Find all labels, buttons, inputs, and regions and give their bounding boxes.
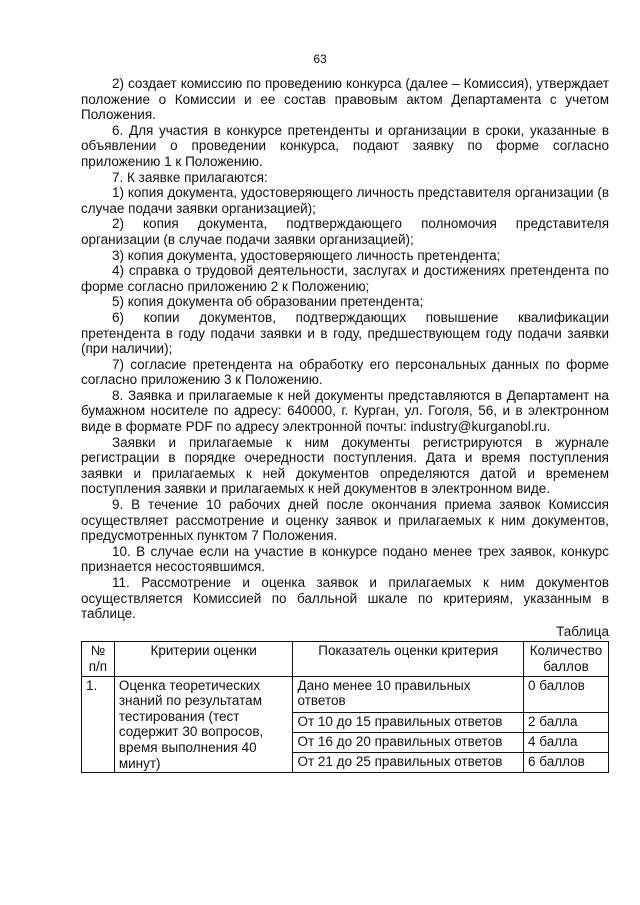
list-item: 6) копии документов, подтверждающих повышение квалификации претендента в году подачи заявки и в году, предшествующем году подачи заявки (при наличии); <box>81 309 609 357</box>
row-indicator: От 16 до 20 правильных ответов <box>293 733 524 753</box>
row-score: 0 баллов <box>524 676 609 713</box>
paragraph: Заявки и прилагаемые к ним документы регистрируются в журнале регистрации в порядке очередности поступления. Дата и время поступления заявки и прилагаемых к ней документов определяются датой и временем поступления заявки и прилагаемых к ней документов в электронном виде. <box>81 434 609 497</box>
page-body <box>81 76 609 773</box>
paragraph: 10. В случае если на участие в конкурсе подано менее трех заявок, конкурс признается несостоявшимся. <box>81 543 609 575</box>
paragraph: 2) создает комиссию по проведению конкурса (далее – Комиссия), утверждает положение о Комиссии и ее состав правовым актом Департамента с учетом Положения. <box>81 76 609 123</box>
row-score: 2 балла <box>524 713 609 733</box>
row-indicator: От 10 до 15 правильных ответов <box>293 713 524 733</box>
row-number: 1. <box>82 676 115 773</box>
paragraph: 11. Рассмотрение и оценка заявок и прилагаемых к ним документов осуществляется Комиссией по балльной шкале по критериям, указанным в таблице. <box>81 575 609 622</box>
header-criterion: Критерии оценки <box>114 642 293 676</box>
row-score: 4 балла <box>524 733 609 753</box>
row-criterion: Оценка теоретических знаний по результатам тестирования (тест содержит 30 вопросов, время выполнения 40 минут) <box>114 676 293 773</box>
header-score: Количество баллов <box>524 642 609 676</box>
list-item: 1) копия документа, удостоверяющего личность представителя организации (в случае подачи заявки организацией); <box>81 185 609 216</box>
row-indicator: Дано менее 10 правильных ответов <box>293 676 524 713</box>
row-indicator: От 21 до 25 правильных ответов <box>293 753 524 773</box>
table-caption: Таблица <box>556 623 609 639</box>
list-item: 3) копия документа, удостоверяющего личность претендента; <box>112 247 501 263</box>
list-item: 2) копия документа, подтверждающего полномочия представителя организации (в случае подачи заявки организацией); <box>81 216 609 247</box>
paragraph: 9. В течение 10 рабочих дней после окончания приема заявок Комиссия осуществляет рассмотрение и оценку заявок и прилагаемых к ним документов, предусмотренных пунктом 7 Положения. <box>81 497 609 544</box>
row-score: 6 баллов <box>524 753 609 773</box>
paragraph: 6. Для участия в конкурсе претенденты и организации в сроки, указанные в объявлении о проведении конкурса, подают заявку по форме согласно приложению 1 к Положению. <box>81 122 609 169</box>
list-item: 7) согласие претендента на обработку его персональных данных по форме согласно приложению 3 к Положению. <box>81 356 609 388</box>
table-row <box>82 676 609 713</box>
list-item: 5) копия документа об образовании претендента; <box>112 294 424 310</box>
list-item: 4) справка о трудовой деятельности, заслугах и достижениях претендента по форме согласно приложению 2 к Положению; <box>81 263 609 294</box>
header-indicator: Показатель оценки критерия <box>293 642 524 676</box>
table-header-row <box>82 642 609 676</box>
header-number: № п/п <box>82 642 115 676</box>
paragraph: 7. К заявке прилагаются: <box>112 169 268 185</box>
page-number: 63 <box>313 52 327 66</box>
criteria-table <box>81 641 609 773</box>
paragraph: 8. Заявка и прилагаемые к ней документы представляются в Департамент на бумажном носителе по адресу: 640000, г. Курган, ул. Гоголя, 56, и в электронном виде в формате PDF по адресу электронной почты: industry@kurganobl.ru. <box>81 387 609 435</box>
